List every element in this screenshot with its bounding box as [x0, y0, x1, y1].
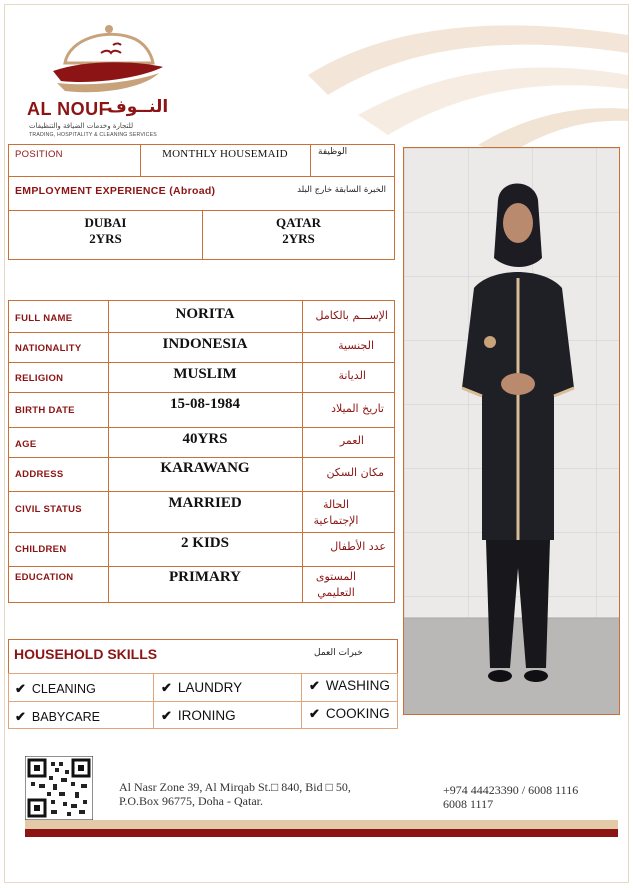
skills-header: [8, 639, 398, 674]
skill-item: [309, 706, 390, 722]
detail-value: PRIMARY: [169, 569, 241, 585]
experience-entry: [202, 215, 395, 247]
detail-row-age: [9, 427, 394, 457]
photo-figure: [404, 148, 620, 715]
detail-label-ar: الديانة: [338, 369, 366, 382]
detail-label-ar: المستوى التعليمي: [315, 570, 357, 599]
detail-label-ar: الإســـم بالكامل: [315, 309, 388, 322]
detail-value: 40YRS: [182, 431, 228, 447]
detail-row-address: [9, 457, 394, 491]
experience-country: QATAR: [275, 215, 322, 230]
footer-phone-line-2: 6008 1117: [443, 797, 494, 811]
skill-label: LAUNDRY: [177, 680, 243, 695]
detail-label: ADDRESS: [15, 469, 64, 480]
detail-label-ar: العمر: [339, 434, 364, 447]
experience-label-ar: الخبرة السابقة خارج البلد: [297, 185, 386, 195]
detail-row-education: [9, 566, 394, 604]
detail-row-birth-date: [9, 392, 394, 427]
skill-item: [161, 708, 236, 724]
experience-label: EMPLOYMENT EXPERIENCE (Abroad): [15, 185, 216, 197]
skill-label: WASHING: [325, 678, 390, 693]
skill-label: COOKING: [325, 706, 390, 721]
brand-name-en: AL NOUF: [27, 99, 111, 119]
brand-name-ar: النــوف: [107, 97, 169, 117]
checkmark-icon: ✔: [309, 678, 320, 693]
footer-address-line-2: P.O.Box 96775, Doha - Qatar.: [119, 794, 263, 808]
footer-address-line-1: Al Nasr Zone 39, Al Mirqab St.□ 840, Bid □ 50,: [119, 780, 351, 794]
skill-item: [161, 680, 242, 696]
footer-bar-gold: [25, 820, 618, 829]
detail-label: FULL NAME: [15, 313, 73, 324]
detail-label-ar: مكان السكن: [326, 466, 384, 479]
detail-label: RELIGION: [15, 373, 64, 384]
detail-value: INDONESIA: [162, 336, 248, 352]
detail-value: MARRIED: [168, 495, 242, 511]
experience-table: [8, 210, 395, 260]
position-value: MONTHLY HOUSEMAID: [162, 148, 288, 160]
skill-item: [309, 678, 390, 694]
detail-label-ar: تاريخ الميلاد: [331, 402, 384, 415]
position-label: POSITION: [15, 149, 63, 160]
decorative-swoosh: [298, 5, 628, 155]
position-row: [8, 144, 395, 177]
position-label-ar: الوظيفة: [318, 147, 348, 157]
detail-value: 2 KIDS: [181, 535, 229, 551]
checkmark-icon: ✔: [15, 681, 26, 696]
skills-title-ar: خبرات العمل: [314, 648, 363, 658]
detail-row-civil-status: [9, 491, 394, 532]
skills-title: HOUSEHOLD SKILLS: [14, 646, 158, 662]
skill-label: IRONING: [177, 708, 236, 723]
detail-value: KARAWANG: [160, 460, 250, 476]
candidate-photo: [403, 147, 620, 715]
detail-value: 15-08-1984: [170, 396, 240, 412]
detail-label-ar: الجنسية: [338, 339, 374, 352]
skills-grid: [8, 673, 398, 729]
detail-row-full-name: [9, 301, 394, 332]
company-logo: [23, 19, 183, 139]
detail-label: EDUCATION: [15, 572, 74, 583]
detail-label: NATIONALITY: [15, 343, 82, 354]
footer-address: [119, 780, 351, 808]
experience-years: 2YRS: [89, 231, 122, 246]
detail-label: BIRTH DATE: [15, 405, 75, 416]
detail-label: CIVIL STATUS: [15, 504, 82, 515]
checkmark-icon: ✔: [161, 708, 172, 723]
brand-subtitle-ar: للتجارة وخدمات الضيافة والتنظيفات: [29, 122, 134, 130]
detail-label: AGE: [15, 439, 37, 450]
checkmark-icon: ✔: [161, 680, 172, 695]
skill-label: CLEANING: [31, 682, 96, 696]
checkmark-icon: ✔: [15, 709, 26, 724]
footer-phones: [443, 783, 578, 811]
brand-tagline: TRADING, HOSPITALITY & CLEANING SERVICES: [29, 132, 157, 138]
experience-entry: [9, 215, 202, 247]
detail-label-ar: الحالة الإجتماعية: [313, 498, 359, 527]
detail-label: CHILDREN: [15, 544, 67, 555]
skill-item: [15, 709, 100, 725]
experience-years: 2YRS: [282, 231, 315, 246]
footer-bar-red: [25, 829, 618, 837]
qr-code-icon: [25, 756, 93, 820]
experience-country: DUBAI: [84, 215, 127, 230]
checkmark-icon: ✔: [309, 706, 320, 721]
logo-cloche-icon: [47, 19, 167, 99]
detail-row-religion: [9, 362, 394, 392]
detail-row-nationality: [9, 332, 394, 362]
detail-value: MUSLIM: [173, 366, 237, 382]
footer-phone-line-1: +974 44423390 / 6008 1116: [443, 783, 579, 797]
experience-header: [8, 176, 395, 211]
details-table: [8, 300, 395, 603]
cv-page: [4, 4, 629, 883]
detail-value: NORITA: [175, 306, 235, 322]
skill-item: [15, 681, 96, 697]
skill-label: BABYCARE: [31, 710, 100, 724]
detail-row-children: [9, 532, 394, 566]
detail-label-ar: عدد الأطفال: [330, 540, 386, 553]
